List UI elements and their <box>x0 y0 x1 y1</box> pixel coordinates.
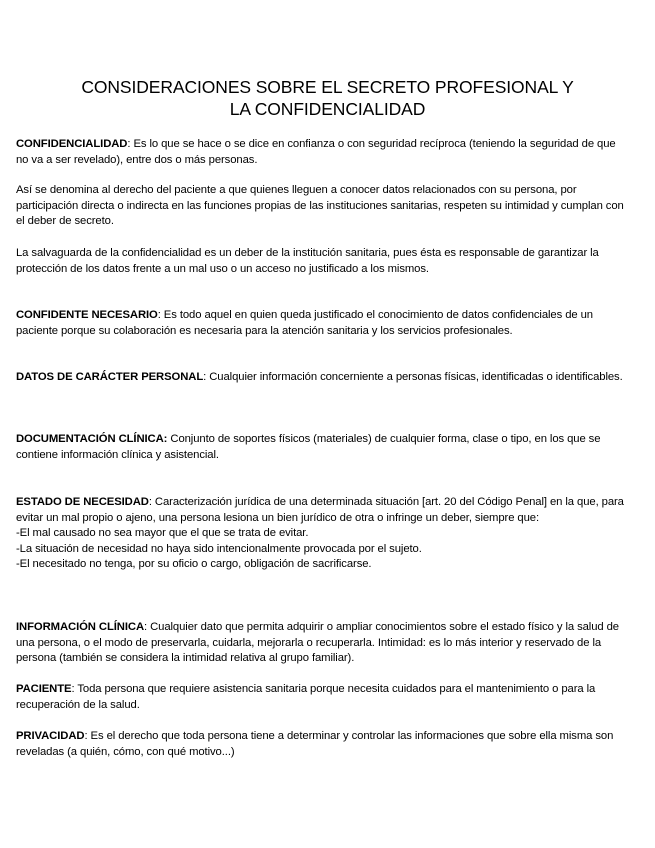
definition-term: INFORMACIÓN CLÍNICA <box>16 621 145 633</box>
definition-text: : Cualquier dato que permita adquirir o ampliar conocimientos sobre el estado físico y la salud de una persona, o el modo de preservarla, cuidarla, mejorarla o recuperarla. Intimidad: es lo más interior y reservado de la persona (también se considera la intimidad relativa al grupo familiar). <box>16 621 619 665</box>
definition-term: PACIENTE <box>16 683 72 695</box>
definition-text: : Toda persona que requiere asistencia sanitaria porque necesita cuidados para el mantenimiento o para la recuperación de la salud. <box>16 683 596 711</box>
definition-informacion-clinica <box>16 620 628 667</box>
definition-confidente-necesario <box>16 308 628 339</box>
list-item: -El mal causado no sea mayor que el que se trata de evitar. <box>16 527 309 540</box>
paragraph-text: La salvaguarda de la confidencialidad es un deber de la institución sanitaria, pues ésta es responsable de garantizar la protección de los datos frente a un mal uso o un acceso no justificado a los mismos. <box>16 247 599 275</box>
definition-term: CONFIDENCIALIDAD <box>16 138 128 150</box>
definition-text: : Es lo que se hace o se dice en confianza o con seguridad recíproca (teniendo la seguridad de que no va a ser revelado), entre dos o más personas. <box>16 138 616 166</box>
definition-text: Conjunto de soportes físicos (materiales) de cualquier forma, clase o tipo, en los que se contiene información clínica y asistencial. <box>16 433 601 461</box>
page-title <box>0 76 655 120</box>
definition-text: : Es el derecho que toda persona tiene a determinar y controlar las informaciones que sobre ella misma son reveladas (a quién, cómo, con qué motivo...) <box>16 730 614 758</box>
definition-term: PRIVACIDAD <box>16 730 85 742</box>
definition-privacidad <box>16 729 628 760</box>
definition-documentacion-clinica <box>16 432 628 463</box>
definition-estado-necesidad <box>16 495 628 573</box>
definition-term: DOCUMENTACIÓN CLÍNICA: <box>16 433 168 445</box>
title-line-2: LA CONFIDENCIALIDAD <box>229 99 426 119</box>
list-item: -El necesitado no tenga, por su oficio o cargo, obligación de sacrificarse. <box>16 558 372 571</box>
title-line-1: CONSIDERACIONES SOBRE EL SECRETO PROFESIONAL Y <box>81 77 574 97</box>
paragraph-derecho-paciente <box>16 183 628 230</box>
definition-confidencialidad <box>16 137 628 168</box>
definition-term: DATOS DE CARÁCTER PERSONAL <box>16 371 204 383</box>
definition-text: : Es todo aquel en quien queda justificado el conocimiento de datos confidenciales de un paciente porque su colaboración es necesaria para la atención sanitaria y los servicios profesionales. <box>16 309 593 337</box>
definition-datos-personal <box>16 370 628 386</box>
definition-paciente <box>16 682 628 713</box>
definition-text: : Caracterización jurídica de una determinada situación [art. 20 del Código Penal] en la que, para evitar un mal propio o ajeno, una persona lesiona un bien jurídico de otra o infringe un deber, siempre que: <box>16 496 624 524</box>
definition-term: ESTADO DE NECESIDAD <box>16 496 149 508</box>
list-item: -La situación de necesidad no haya sido intencionalmente provocada por el sujeto. <box>16 542 422 555</box>
paragraph-salvaguarda <box>16 246 628 277</box>
definition-text: : Cualquier información concerniente a personas físicas, identificadas o identificables. <box>203 371 623 383</box>
definition-term: CONFIDENTE NECESARIO <box>16 309 158 321</box>
paragraph-text: Así se denomina al derecho del paciente a que quienes lleguen a conocer datos relacionados con su persona, por participación directa o indirecta en las funciones propias de las instituciones sanitarias, respeten su intimidad y cumplan con el deber de secreto. <box>16 184 624 228</box>
